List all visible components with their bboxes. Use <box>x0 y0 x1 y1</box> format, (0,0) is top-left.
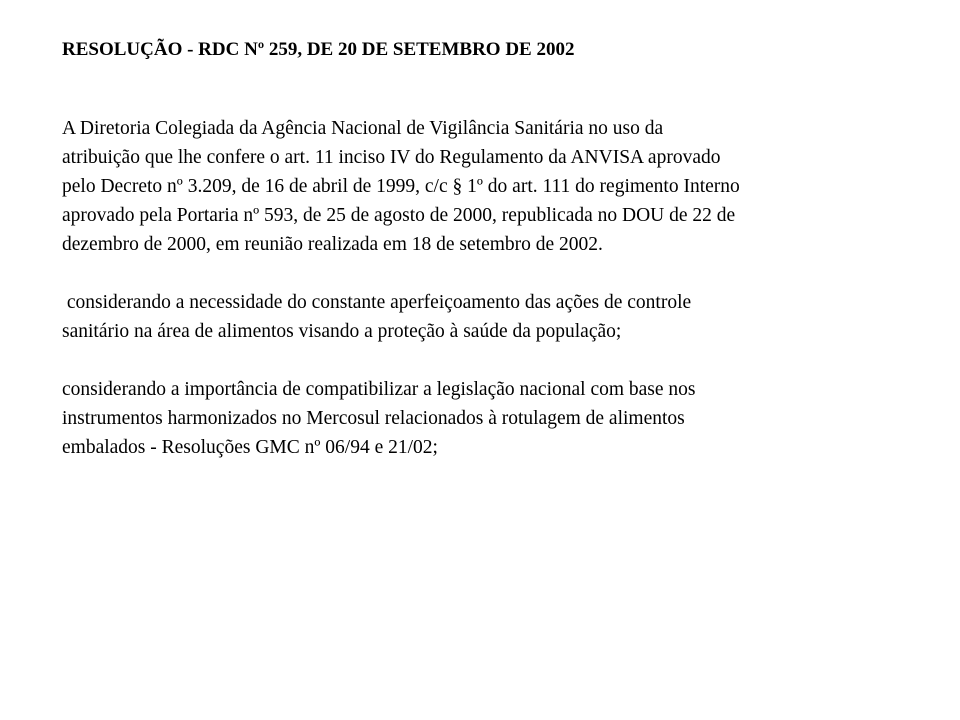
document-title: RESOLUÇÃO - RDC Nº 259, DE 20 DE SETEMBRO DE 2002 <box>62 39 575 60</box>
paragraph-line: instrumentos harmonizados no Mercosul relacionados à rotulagem de alimentos <box>62 408 685 429</box>
paragraph-line: aprovado pela Portaria nº 593, de 25 de agosto de 2000, republicada no DOU de 22 de <box>62 205 736 226</box>
paragraph-line: A Diretoria Colegiada da Agência Nacional de Vigilância Sanitária no uso da <box>62 118 664 139</box>
paragraph-line: atribuição que lhe confere o art. 11 inciso IV do Regulamento da ANVISA aprovado <box>62 147 721 168</box>
paragraph-line: embalados - Resoluções GMC nº 06/94 e 21/02; <box>62 437 438 458</box>
document-page <box>62 36 902 462</box>
paragraph-preamble <box>62 114 902 259</box>
paragraph-considering-2 <box>62 375 902 462</box>
paragraph-line: considerando a necessidade do constante aperfeiçoamento das ações de controle <box>62 292 692 313</box>
paragraph-line: considerando a importância de compatibilizar a legislação nacional com base nos <box>62 379 696 400</box>
paragraph-line: dezembro de 2000, em reunião realizada em 18 de setembro de 2002. <box>62 234 603 255</box>
paragraph-line: pelo Decreto nº 3.209, de 16 de abril de 1999, c/c § 1º do art. 111 do regimento Interno <box>62 176 740 197</box>
paragraph-line: sanitário na área de alimentos visando a proteção à saúde da população; <box>62 321 622 342</box>
paragraph-considering-1 <box>62 288 902 346</box>
